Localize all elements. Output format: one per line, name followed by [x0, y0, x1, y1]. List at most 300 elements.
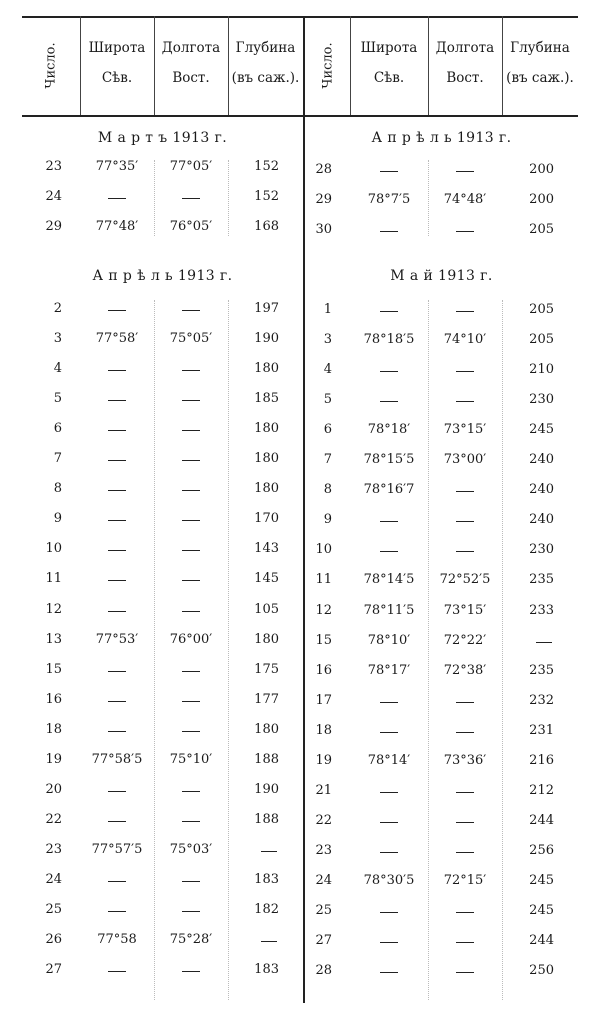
left-depth-cell	[228, 932, 279, 947]
left-lon-dash	[182, 490, 200, 491]
right-lat-cell	[350, 302, 428, 317]
left-day-cell: 24	[45, 189, 62, 205]
right-depth-cell: 245	[529, 422, 554, 438]
left-depth-cell: 175	[254, 661, 279, 677]
right-lon-dash	[456, 702, 474, 703]
left-lon-cell	[154, 511, 228, 526]
left-day-cell: 5	[53, 391, 62, 407]
right-lat-cell	[350, 783, 428, 798]
left-lat-dash	[108, 881, 126, 882]
right-lat-dash	[380, 912, 398, 913]
right-lon-cell	[428, 843, 502, 858]
column-guide	[428, 160, 429, 236]
left-lat-cell	[80, 361, 154, 376]
left-lon-dash	[182, 821, 200, 822]
left-lon-cell: 76°05′	[169, 219, 213, 235]
right-depth-cell: 205	[529, 222, 554, 238]
right-lat-cell	[350, 693, 428, 708]
right-lat-cell	[350, 392, 428, 407]
right-lon-dash	[456, 551, 474, 552]
left-depth-cell: 143	[254, 541, 279, 557]
right-header-depth-1: Глубина	[510, 40, 570, 56]
left-day-cell: 22	[45, 811, 62, 827]
left-depth-cell: 197	[254, 301, 279, 316]
left-lat-dash	[108, 550, 126, 551]
left-header-lat-1: Широта	[88, 40, 146, 56]
right-day-cell: 1	[323, 302, 332, 317]
right-depth-cell: 205	[529, 302, 554, 317]
right-depth-cell: 235	[529, 662, 554, 678]
right-day-cell: 9	[323, 512, 332, 528]
column-guide	[154, 300, 155, 1000]
right-lat-dash	[380, 551, 398, 552]
left-lat-dash	[108, 671, 126, 672]
right-depth-cell: 212	[529, 782, 554, 798]
left-lon-cell: 75°03′	[169, 841, 213, 857]
left-lat-dash	[108, 971, 126, 972]
column-guide	[502, 300, 503, 1000]
left-lon-dash	[182, 611, 200, 612]
left-lon-cell	[154, 541, 228, 556]
left-lon-dash	[182, 580, 200, 581]
left-lat-dash	[108, 370, 126, 371]
right-depth-cell: 205	[529, 332, 554, 348]
right-lon-cell	[428, 302, 502, 317]
right-lat-cell	[350, 222, 428, 237]
left-lat-dash	[108, 198, 126, 199]
left-lon-cell	[154, 602, 228, 617]
left-lat-dash	[108, 490, 126, 491]
right-lon-cell	[428, 542, 502, 557]
left-depth-cell: 105	[254, 601, 279, 617]
left-section-title: А п р ѣ л ь 1913 г.	[92, 268, 233, 284]
left-day-cell: 26	[45, 932, 62, 948]
right-lat-cell	[350, 723, 428, 738]
right-day-cell: 25	[315, 903, 332, 918]
right-day-cell: 3	[323, 332, 332, 348]
left-lon-cell	[154, 782, 228, 797]
right-day-cell: 22	[315, 812, 332, 828]
left-lat-dash	[108, 580, 126, 581]
right-lon-dash	[456, 792, 474, 793]
left-depth-cell: 177	[254, 691, 279, 707]
right-lon-cell	[428, 813, 502, 828]
right-lon-cell: 73°36′	[443, 752, 487, 768]
right-lon-cell	[428, 783, 502, 798]
left-day-cell: 3	[53, 331, 62, 347]
right-day-cell: 28	[315, 162, 332, 177]
left-lat-cell	[80, 692, 154, 707]
left-lat-dash	[108, 460, 126, 461]
left-lon-cell	[154, 962, 228, 977]
right-lon-dash	[456, 491, 474, 492]
right-lat-cell	[350, 162, 428, 177]
left-day-cell: 27	[45, 962, 62, 978]
left-lon-cell	[154, 692, 228, 707]
right-lon-cell: 73°15′	[443, 422, 487, 438]
right-depth-cell: 233	[529, 602, 554, 618]
right-depth-cell: 210	[529, 362, 554, 378]
left-lon-cell: 75°10′	[169, 751, 213, 767]
left-lon-dash	[182, 310, 200, 311]
right-lon-cell	[428, 933, 502, 948]
left-day-cell: 4	[53, 361, 62, 377]
right-lon-cell	[428, 512, 502, 527]
left-lat-cell	[80, 189, 154, 204]
left-lat-dash	[108, 791, 126, 792]
right-lon-cell	[428, 362, 502, 377]
right-section-title: А п р ѣ л ь 1913 г.	[371, 130, 512, 146]
left-lon-cell	[154, 391, 228, 406]
right-lon-dash	[456, 171, 474, 172]
left-lat-dash	[108, 520, 126, 521]
right-lon-cell	[428, 392, 502, 407]
left-depth-cell: 182	[254, 902, 279, 917]
left-lat-cell: 77°58′5	[91, 751, 143, 767]
right-day-cell: 5	[323, 392, 332, 408]
left-lat-cell	[80, 962, 154, 977]
left-lon-cell	[154, 451, 228, 466]
left-lat-cell	[80, 782, 154, 797]
left-day-cell: 10	[45, 541, 62, 557]
left-day-cell: 11	[45, 571, 62, 587]
left-depth-dash	[261, 851, 277, 852]
right-depth-dash	[536, 642, 552, 643]
right-day-cell: 4	[323, 362, 332, 378]
left-lon-dash	[182, 430, 200, 431]
right-lat-cell: 78°17′	[367, 662, 411, 678]
right-day-cell: 6	[323, 422, 332, 438]
right-header-depth-2: (въ саж.).	[506, 70, 574, 86]
left-depth-cell: 145	[254, 571, 279, 587]
right-depth-cell: 256	[529, 842, 554, 858]
right-lat-cell	[350, 903, 428, 918]
left-lon-cell	[154, 421, 228, 436]
left-lat-cell: 77°57′5	[91, 841, 143, 857]
left-lon-dash	[182, 520, 200, 521]
left-lat-dash	[108, 400, 126, 401]
right-day-cell: 24	[315, 872, 332, 888]
left-day-cell: 6	[53, 421, 62, 437]
left-lon-cell: 77°05′	[169, 159, 213, 174]
right-day-cell: 23	[315, 842, 332, 858]
right-lat-dash	[380, 702, 398, 703]
right-lon-cell	[428, 963, 502, 978]
left-lat-dash	[108, 701, 126, 702]
right-lon-cell	[428, 162, 502, 177]
right-lon-cell	[428, 693, 502, 708]
right-depth-cell: 200	[529, 162, 554, 177]
left-day-cell: 15	[45, 661, 62, 677]
left-lat-cell: 77°48′	[95, 219, 139, 235]
left-day-cell: 13	[45, 631, 62, 647]
header-bottom-rule	[22, 115, 578, 117]
left-lon-cell: 75°05′	[169, 331, 213, 347]
right-lon-cell	[428, 482, 502, 497]
right-depth-cell: 245	[529, 903, 554, 918]
right-lat-cell	[350, 542, 428, 557]
right-lon-cell: 74°10′	[443, 332, 487, 348]
left-lat-cell	[80, 602, 154, 617]
right-header-lon-2: Вост.	[446, 70, 484, 86]
left-lat-cell	[80, 662, 154, 677]
left-header-depth-2: (въ саж.).	[231, 70, 300, 86]
right-lon-cell: 72°15′	[443, 872, 487, 888]
right-header-lat-2: Сѣв.	[373, 70, 405, 86]
right-lat-cell	[350, 813, 428, 828]
right-lon-dash	[456, 822, 474, 823]
left-depth-cell: 180	[254, 481, 279, 497]
right-lon-cell: 74°48′	[443, 192, 487, 208]
right-lat-cell: 78°18′5	[363, 332, 415, 348]
right-lat-cell: 78°14′5	[363, 572, 415, 588]
right-lat-cell	[350, 512, 428, 527]
left-lat-cell	[80, 421, 154, 436]
left-depth-cell: 152	[254, 189, 279, 205]
left-lon-cell	[154, 812, 228, 827]
right-lat-dash	[380, 942, 398, 943]
right-lat-dash	[380, 231, 398, 232]
left-depth-cell: 152	[254, 159, 279, 174]
left-header-lon-1: Долгота	[161, 40, 221, 56]
right-lat-dash	[380, 732, 398, 733]
right-day-cell: 28	[315, 963, 332, 979]
left-lon-dash	[182, 370, 200, 371]
right-lat-cell: 78°16′7	[363, 482, 415, 498]
right-day-cell: 19	[315, 752, 332, 768]
left-day-cell: 29	[45, 219, 62, 235]
right-day-cell: 30	[315, 222, 332, 238]
right-lat-dash	[380, 792, 398, 793]
left-day-cell: 20	[45, 781, 62, 797]
left-lat-cell: 77°53′	[95, 631, 139, 647]
left-depth-cell	[228, 842, 279, 857]
right-header-lon-1: Долгота	[435, 40, 495, 56]
left-day-cell: 8	[53, 481, 62, 497]
right-depth-cell: 200	[529, 192, 554, 208]
left-day-cell: 18	[45, 721, 62, 737]
left-lat-cell	[80, 812, 154, 827]
right-lat-dash	[380, 401, 398, 402]
left-lon-cell	[154, 189, 228, 204]
left-day-cell: 19	[45, 751, 62, 767]
right-lat-cell	[350, 933, 428, 948]
right-day-cell: 27	[315, 933, 332, 949]
right-lat-cell: 78°11′5	[363, 602, 415, 618]
table-top-rule	[22, 16, 578, 18]
right-lon-dash	[456, 972, 474, 973]
left-depth-cell: 180	[254, 721, 279, 737]
right-lat-cell: 78°30′5	[363, 872, 415, 888]
left-lon-dash	[182, 701, 200, 702]
right-day-cell: 15	[315, 632, 332, 648]
left-lat-cell: 77°35′	[95, 159, 139, 174]
left-depth-cell: 185	[254, 391, 279, 407]
right-lon-dash	[456, 401, 474, 402]
left-lon-cell	[154, 722, 228, 737]
left-header-depth-1: Глубина	[235, 40, 296, 56]
right-depth-cell: 244	[529, 933, 554, 949]
left-lat-dash	[108, 731, 126, 732]
right-depth-cell: 230	[529, 392, 554, 408]
right-depth-cell: 240	[529, 482, 554, 498]
left-lat-cell	[80, 872, 154, 887]
left-lon-cell	[154, 662, 228, 677]
right-lon-cell	[428, 903, 502, 918]
left-day-cell: 23	[45, 841, 62, 857]
right-depth-cell: 235	[529, 572, 554, 588]
left-header-lon-2: Вост.	[172, 70, 210, 86]
left-lat-cell	[80, 722, 154, 737]
right-day-cell: 7	[323, 452, 332, 468]
left-day-cell: 2	[53, 301, 62, 316]
left-depth-cell: 168	[254, 219, 279, 235]
left-lon-cell	[154, 872, 228, 887]
column-guide	[228, 300, 229, 1000]
left-lat-cell	[80, 571, 154, 586]
right-depth-cell: 244	[529, 812, 554, 828]
right-depth-cell: 232	[529, 692, 554, 708]
right-lat-dash	[380, 521, 398, 522]
right-day-cell: 8	[323, 482, 332, 498]
left-lon-dash	[182, 881, 200, 882]
right-lat-dash	[380, 371, 398, 372]
right-lon-cell: 73°00′	[443, 452, 487, 468]
right-lat-dash	[380, 972, 398, 973]
right-depth-cell: 216	[529, 752, 554, 768]
right-lon-dash	[456, 912, 474, 913]
left-lon-dash	[182, 198, 200, 199]
right-lat-cell	[350, 843, 428, 858]
left-depth-cell: 180	[254, 451, 279, 467]
right-day-cell: 18	[315, 722, 332, 738]
right-lon-dash	[456, 371, 474, 372]
right-depth-cell: 245	[529, 872, 554, 888]
left-depth-cell: 190	[254, 781, 279, 797]
left-lon-cell	[154, 481, 228, 496]
right-lat-dash	[380, 852, 398, 853]
left-lat-dash	[108, 430, 126, 431]
left-depth-cell: 188	[254, 751, 279, 767]
left-lon-dash	[182, 911, 200, 912]
right-day-cell: 16	[315, 662, 332, 678]
right-lat-cell	[350, 963, 428, 978]
column-guide	[428, 300, 429, 1000]
right-lon-dash	[456, 942, 474, 943]
left-lat-cell	[80, 391, 154, 406]
right-lon-cell: 72°38′	[443, 662, 487, 678]
right-depth-cell	[502, 633, 554, 648]
left-lon-dash	[182, 731, 200, 732]
left-lat-dash	[108, 911, 126, 912]
left-header-lat-2: Сѣв.	[101, 70, 133, 86]
right-day-cell: 12	[315, 602, 332, 618]
left-depth-cell: 190	[254, 331, 279, 347]
right-lat-cell: 78°15′5	[363, 452, 415, 468]
right-lon-cell: 72°52′5	[439, 572, 491, 588]
left-day-cell: 16	[45, 691, 62, 707]
right-lat-cell: 78°10′	[367, 632, 411, 648]
left-depth-cell: 180	[254, 361, 279, 377]
right-lat-cell: 78°14′	[367, 752, 411, 768]
right-lat-cell: 78°18′	[367, 422, 411, 438]
left-lon-cell: 76°00′	[169, 631, 213, 647]
left-depth-cell: 183	[254, 871, 279, 887]
left-day-cell: 24	[45, 871, 62, 887]
left-lon-dash	[182, 671, 200, 672]
left-lat-cell	[80, 541, 154, 556]
left-lat-dash	[108, 611, 126, 612]
left-depth-cell: 188	[254, 811, 279, 827]
right-lon-cell: 73°15′	[443, 602, 487, 618]
right-lon-dash	[456, 521, 474, 522]
left-lat-cell	[80, 902, 154, 917]
left-lat-cell	[80, 511, 154, 526]
right-lat-dash	[380, 311, 398, 312]
right-day-cell: 10	[315, 542, 332, 558]
right-day-cell: 21	[315, 782, 332, 798]
left-lat-dash	[108, 310, 126, 311]
right-section-title: М а й 1913 г.	[390, 268, 493, 284]
left-lon-cell	[154, 902, 228, 917]
left-depth-cell: 170	[254, 511, 279, 527]
left-day-cell: 9	[53, 511, 62, 527]
right-lat-dash	[380, 822, 398, 823]
left-day-cell: 12	[45, 601, 62, 617]
column-guide	[154, 160, 155, 236]
left-depth-cell: 180	[254, 631, 279, 647]
left-lon-cell	[154, 301, 228, 316]
left-depth-dash	[261, 941, 277, 942]
right-depth-cell: 240	[529, 512, 554, 528]
left-lon-dash	[182, 971, 200, 972]
left-lon-cell: 75°28′	[169, 932, 213, 948]
left-depth-cell: 180	[254, 421, 279, 437]
left-lon-dash	[182, 550, 200, 551]
left-day-cell: 23	[45, 159, 62, 174]
right-depth-cell: 240	[529, 452, 554, 468]
right-day-cell: 17	[315, 692, 332, 708]
right-lon-cell	[428, 723, 502, 738]
right-day-cell: 29	[315, 192, 332, 208]
left-header-day: Число.	[43, 42, 59, 89]
left-lon-dash	[182, 400, 200, 401]
right-day-cell: 11	[315, 572, 332, 588]
left-depth-cell: 183	[254, 962, 279, 978]
right-lon-dash	[456, 732, 474, 733]
left-lat-cell	[80, 451, 154, 466]
right-depth-cell: 231	[529, 722, 554, 738]
left-lat-cell: 77°58	[97, 932, 137, 948]
left-lat-cell: 77°58′	[95, 331, 139, 347]
right-header-day: Число.	[320, 42, 335, 89]
left-lat-cell	[80, 481, 154, 496]
right-lon-cell	[428, 222, 502, 237]
left-lat-cell	[80, 301, 154, 316]
right-lat-cell: 78°7′5	[367, 192, 411, 208]
left-lon-dash	[182, 460, 200, 461]
right-lon-dash	[456, 311, 474, 312]
column-guide	[228, 160, 229, 236]
left-day-cell: 7	[53, 451, 62, 467]
right-depth-cell: 250	[529, 963, 554, 979]
right-depth-cell: 230	[529, 542, 554, 558]
left-day-cell: 25	[45, 902, 62, 917]
left-lat-dash	[108, 821, 126, 822]
left-lon-cell	[154, 571, 228, 586]
left-section-title: М а р т ъ 1913 г.	[97, 130, 228, 146]
right-lat-dash	[380, 171, 398, 172]
